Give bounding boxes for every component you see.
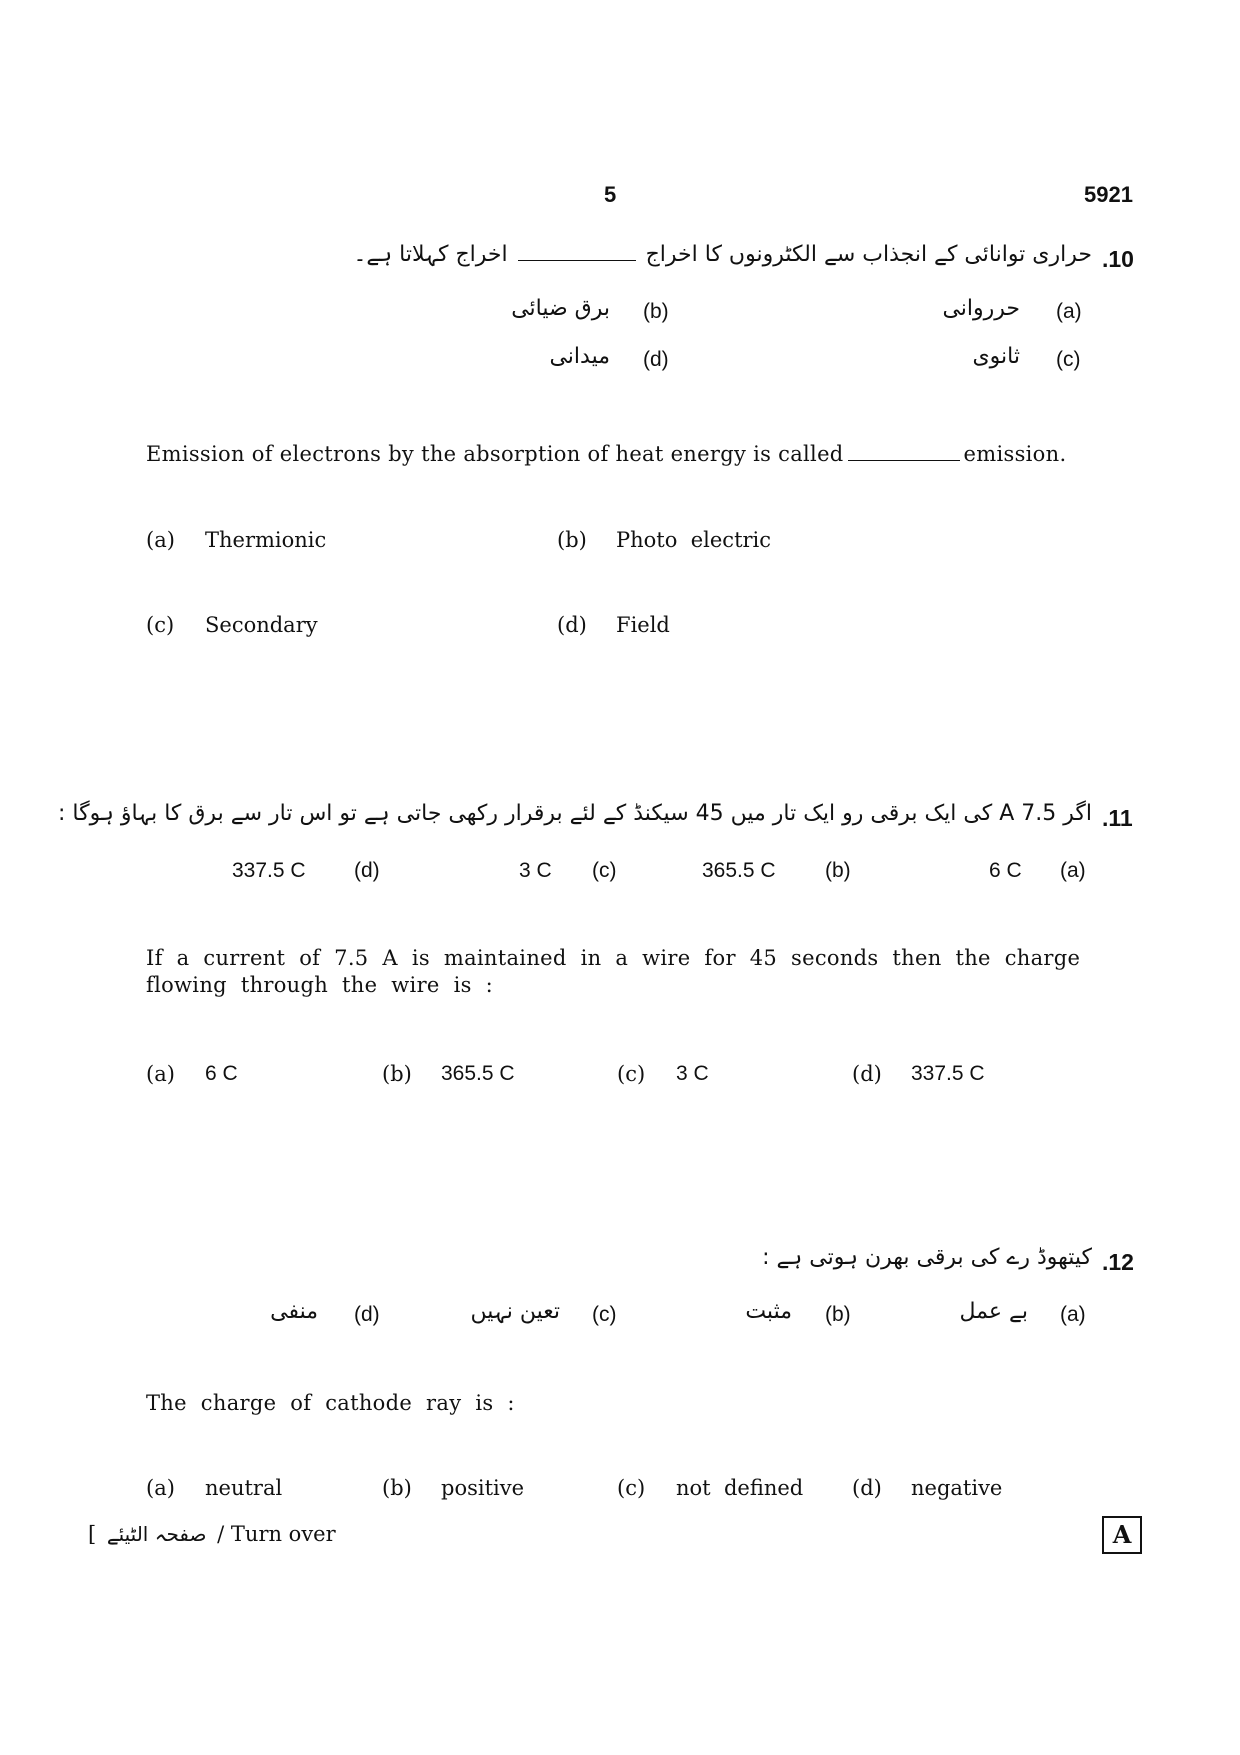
q10-urdu-blank [518,259,636,261]
paper-code: 5921 [1084,182,1133,207]
q10-urdu-option-d-text: میدانی [549,344,610,369]
q11-urdu-option-d-label: (d) [354,859,380,882]
turn-over-note [88,1522,336,1546]
q11-urdu-option-b-text: 365.5 C [702,859,776,882]
q10-english-question-part1: Emission of electrons by the absorption of heat energy is called [146,442,844,466]
q10-urdu-option-c-text: ثانوی [972,344,1020,369]
question-number-12: .12 [1102,1249,1134,1275]
q11-option-a-text: 6 C [205,1062,238,1085]
q11-option-b-text: 365.5 C [441,1062,515,1085]
q10-option-a-text: Thermionic [205,528,327,552]
q12-urdu-option-c-text: تعین نہیں [470,1299,560,1324]
q11-urdu-question: اگر 7.5 A کی ایک برقی رو ایک تار میں 45 سیکنڈ کے لئے برقرار رکھی جاتی ہے تو اس تار سے برق کا بہاؤ ہوگا : [58,801,1092,826]
q12-urdu-question: کیتھوڈ رے کی برقی بھرن ہوتی ہے : [762,1245,1092,1270]
footer-separator: / [217,1522,225,1546]
q10-urdu-option-b-label: (b) [643,300,669,323]
q12-option-a-text: neutral [205,1476,283,1500]
q12-option-a-label: (a) [146,1476,175,1500]
footer-urdu-turn: صفحہ الٹیئے [106,1522,207,1546]
q10-urdu-question-part1: حراری توانائی کے انجذاب سے الکٹرونوں کا اخراج [645,242,1092,267]
q11-urdu-option-a-text: 6 C [989,859,1022,882]
q10-option-a-label: (a) [146,528,175,552]
q11-english-question-line1: If a current of 7.5 A is maintained in a wire for 45 seconds then the charge [146,946,1081,970]
q10-urdu-option-c-label: (c) [1056,348,1081,371]
q12-option-b-text: positive [441,1476,525,1500]
q12-option-d-label: (d) [852,1476,882,1500]
q12-urdu-option-a-text: بے عمل [959,1299,1028,1324]
q11-option-c-label: (c) [617,1062,646,1086]
q12-urdu-option-d-label: (d) [354,1303,380,1326]
q11-option-d-label: (d) [852,1062,882,1086]
q10-option-b-text: Photo electric [616,528,772,552]
question-number-11: .11 [1102,805,1133,831]
q10-urdu-option-a-text: حرروانی [942,296,1020,321]
q10-urdu-question [353,242,1092,267]
footer-turn-over: Turn over [230,1522,336,1546]
q12-option-b-label: (b) [382,1476,412,1500]
q11-option-b-label: (b) [382,1062,412,1086]
page-number: 5 [604,182,617,207]
q10-option-c-label: (c) [146,613,175,637]
question-number-10: .10 [1102,246,1134,272]
q12-option-c-label: (c) [617,1476,646,1500]
q10-urdu-question-part2: اخراج کہلاتا ہے۔ [353,242,508,267]
q12-option-d-text: negative [911,1476,1003,1500]
series-letter-box: A [1102,1516,1142,1554]
q12-urdu-option-c-label: (c) [592,1303,617,1326]
q11-option-d-text: 337.5 C [911,1062,985,1085]
q11-urdu-option-d-text: 337.5 C [232,859,306,882]
q12-urdu-option-b-text: مثبت [745,1299,792,1324]
q12-option-c-text: not defined [676,1476,804,1500]
q11-urdu-option-a-label: (a) [1060,859,1086,882]
q10-english-question-part2: emission. [963,442,1067,466]
q11-urdu-option-c-label: (c) [592,859,617,882]
q10-option-c-text: Secondary [205,613,318,637]
q12-urdu-option-d-text: منفی [270,1299,318,1324]
q11-english-question-line2: flowing through the wire is : [146,973,493,997]
q10-option-b-label: (b) [557,528,587,552]
q11-urdu-option-b-label: (b) [825,859,851,882]
q10-urdu-option-a-label: (a) [1056,300,1082,323]
q12-english-question: The charge of cathode ray is : [146,1391,515,1415]
q10-option-d-label: (d) [557,613,587,637]
q11-option-c-text: 3 C [676,1062,709,1085]
q10-english-question [146,442,1066,466]
q10-urdu-option-b-text: برق ضیائی [511,296,610,321]
q10-english-blank [848,459,960,461]
q12-urdu-option-a-label: (a) [1060,1303,1086,1326]
q11-urdu-option-c-text: 3 C [519,859,552,882]
footer-bracket: [ [88,1522,97,1546]
q12-urdu-option-b-label: (b) [825,1303,851,1326]
q10-urdu-option-d-label: (d) [643,348,669,371]
q11-option-a-label: (a) [146,1062,175,1086]
q10-option-d-text: Field [616,613,670,637]
